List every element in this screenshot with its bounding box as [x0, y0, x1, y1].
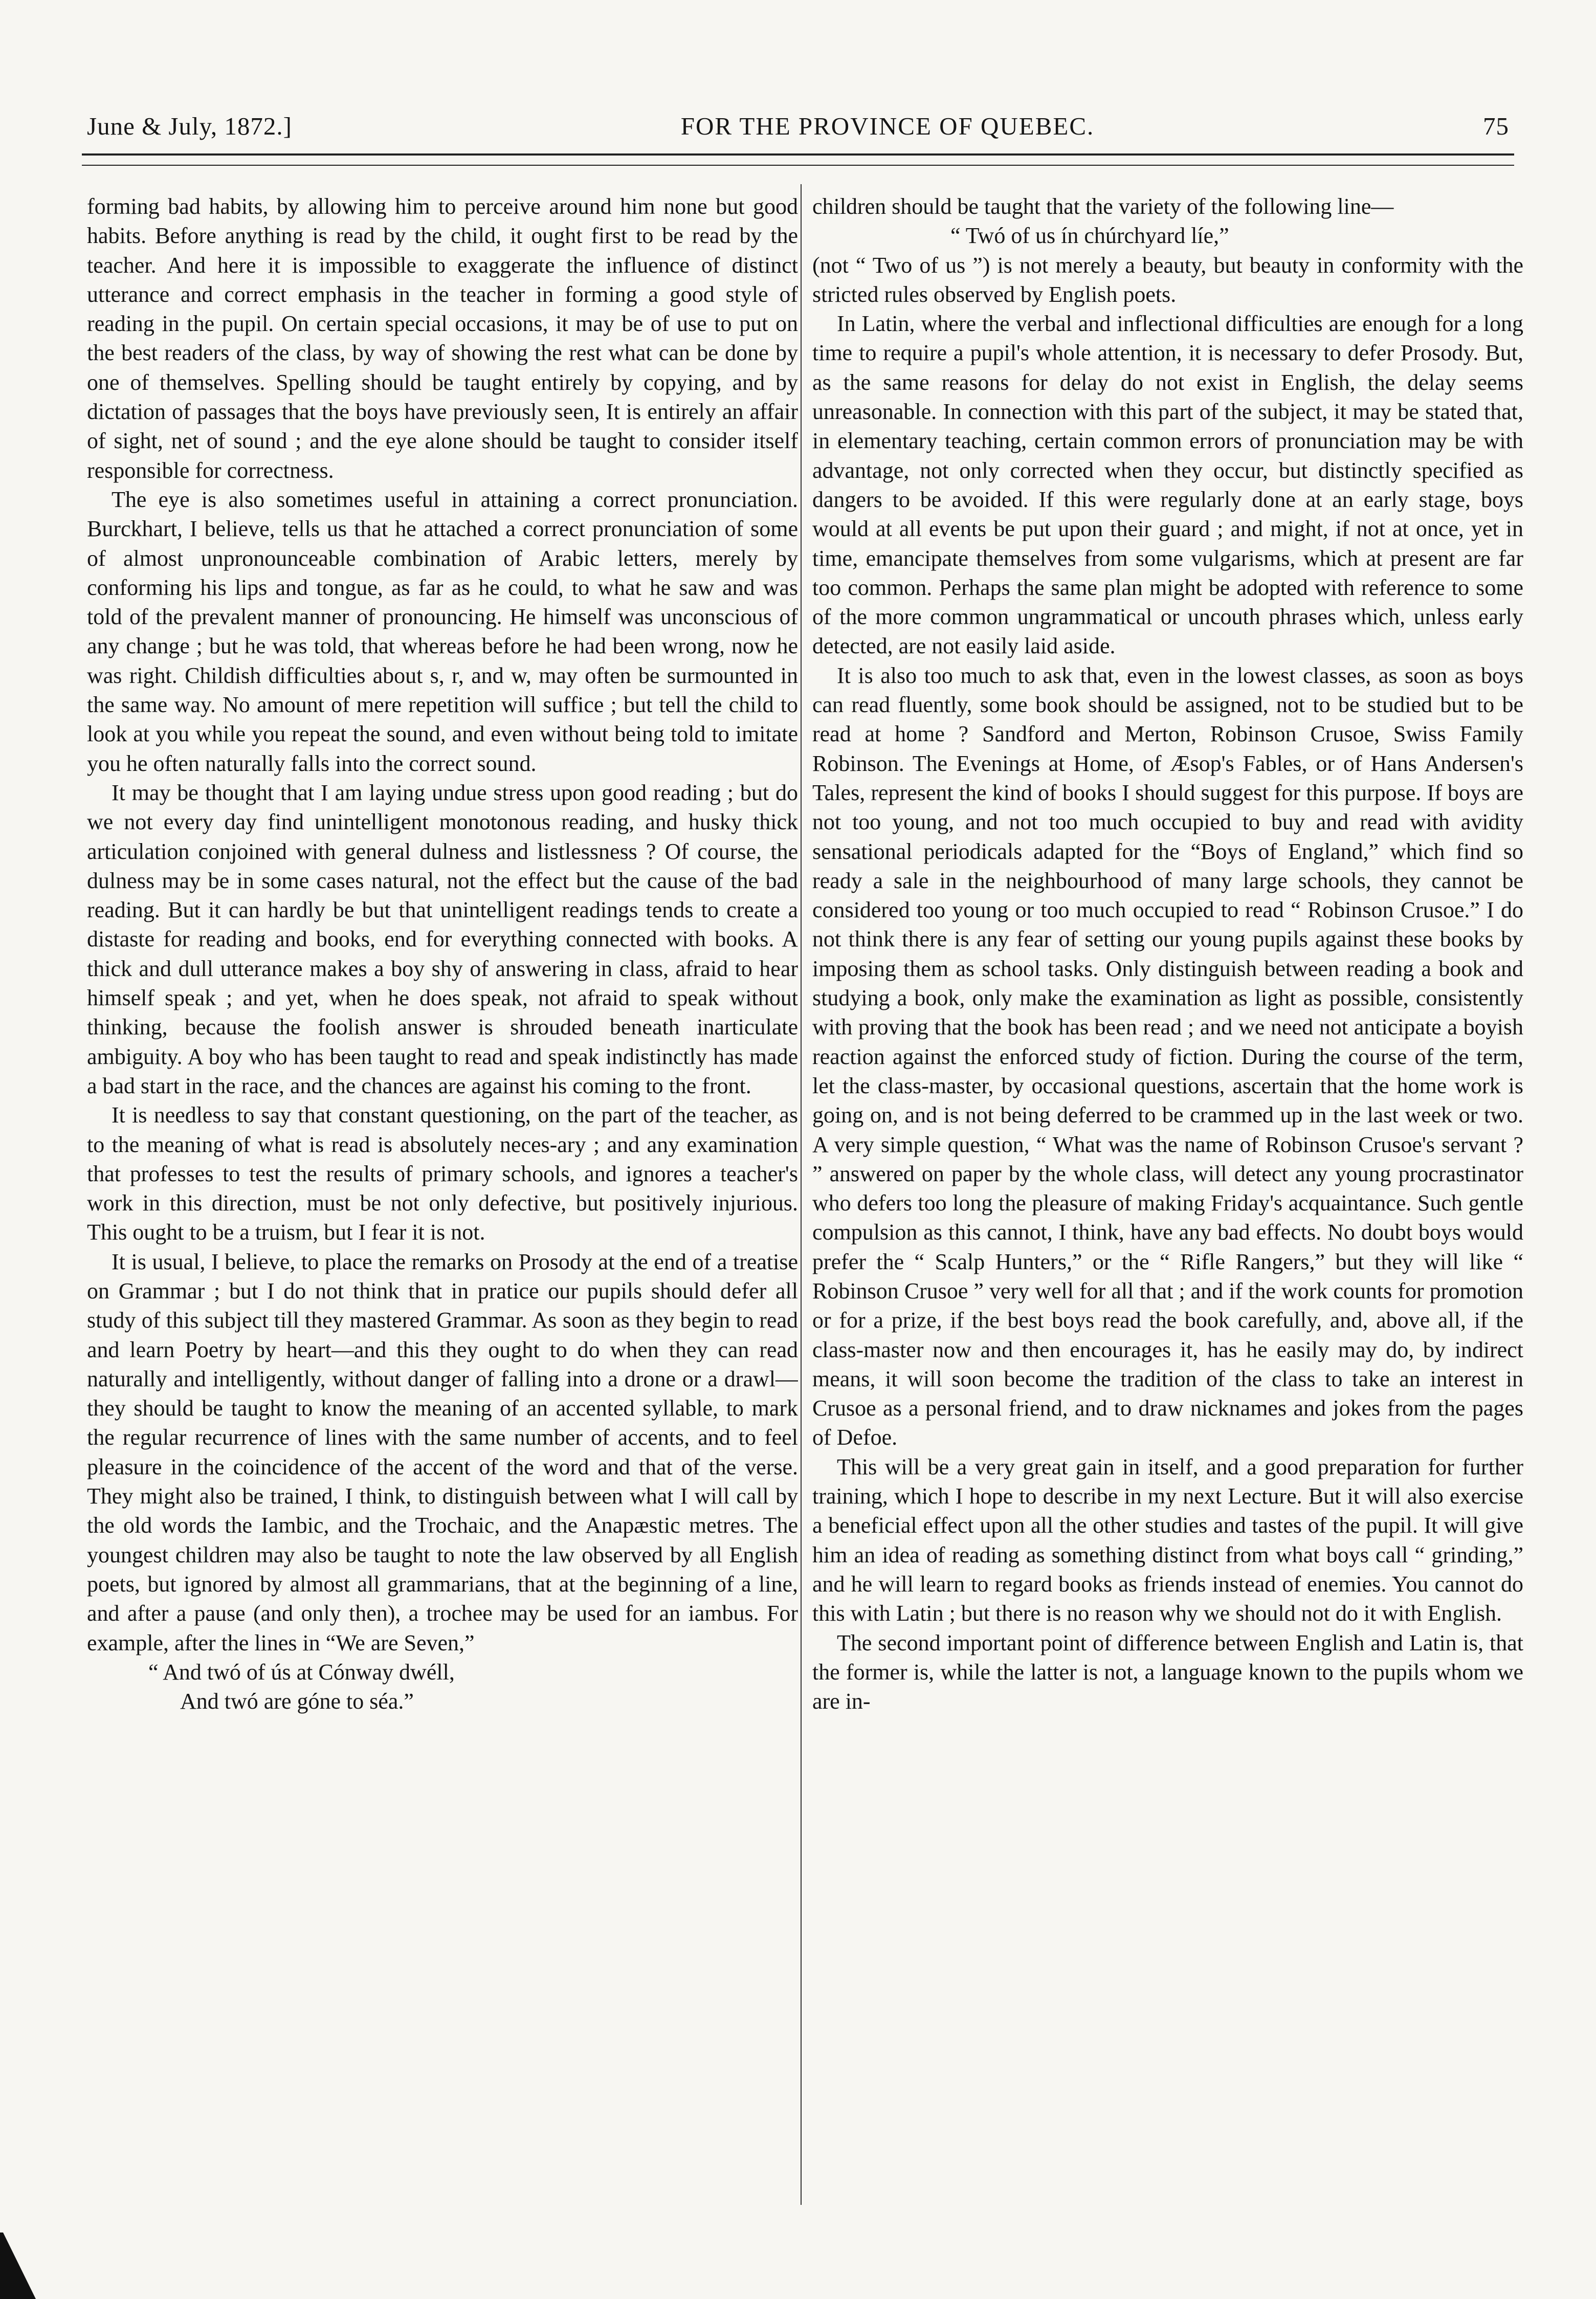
right-column	[812, 192, 1523, 2202]
header-title: FOR THE PROVINCE OF QUEBEC.	[680, 112, 1095, 140]
right-paragraph-5: The second important point of difference between English and Latin is, that the former is, while the latter is not, a language known to the pupils whom we are in-	[812, 1630, 1523, 1714]
header-rule-thin	[82, 165, 1514, 166]
header-rule-thick	[82, 153, 1514, 156]
left-paragraph-3: It may be thought that I am laying undue stress upon good reading ; but do we not every day find unintelligent monotonous reading, and husky thick articulation conjoined with general dulness and listlessness ? Of course, the dulness may be in some cases natural, not the effect but the cause of the bad reading. But it can hardly be but that unintelligent readings tends to create a distaste for reading and books, end for everything connected with books. A thick and dull utterance makes a boy shy of answering in class, afraid to hear himself speak ; and yet, when he does speak, not afraid to speak without thinking, because the foolish answer is shrouded beneath inarticulate ambiguity. A boy who has been taught to read and speak indistinctly has made a bad start in the race, and the chances are against his coming to the front.	[87, 780, 798, 1098]
right-paragraph-1: (not “ Two of us ”) is not merely a beauty, but beauty in conformity with the stricted rules observed by English poets.	[812, 252, 1523, 307]
scan-corner-mark	[0, 2232, 36, 2299]
left-paragraph-1: forming bad habits, by allowing him to perceive around him none but good habits. Before anything is read by the child, it ought first to be read by the teacher. And here it is impossible to exaggerate the influence of distinct utterance and correct emphasis in the teacher in forming a good style of reading in the pupil. On certain special occasions, it may be of use to put on the best readers of the class, by way of showing the rest what can be done by one of themselves. Spelling should be taught entirely by copying, and by dictation of passages that the boys have previously seen, It is entirely an affair of sight, net of sound ; and the eye alone should be taught to consider itself responsible for correctness.	[87, 194, 798, 483]
left-paragraph-5: It is usual, I believe, to place the remarks on Prosody at the end of a treatise on Grammar ; but I do not think that in pratice our pupils should defer all study of this subject till they mastered Grammar. As soon as they begin to read and learn Poetry by heart—and this they ought to do when they can read naturally and intelligently, without danger of falling into a drone or a drawl—they should be taught to know the meaning of an accented syllable, to mark the regular recurrence of lines with the same number of accents, and to feel pleasure in the coincidence of the accent of the word and that of the verse. They might also be trained, I think, to distinguish between what I will call by the old words the Iambic, and the Trochaic, and the Anapæstic metres. The youngest children may also be taught to note the law observed by all English poets, but ignored by almost all grammarians, that at the beginning of a line, and after a pause (and only then), a trochee may be used for an iambus. For example, after the lines in “We are Seven,”	[87, 1249, 798, 1655]
left-paragraph-4: It is needless to say that constant questioning, on the part of the teacher, as to the meaning of what is read is absolutely neces-ary ; and any examination that professes to test the results of primary schools, and ignores a teacher's work in this direction, must be not only defective, but positively injurious. This ought to be a truism, but I fear it is not.	[87, 1102, 798, 1245]
verse-line-2: And twó are góne to séa.”	[180, 1689, 414, 1714]
verse-line-1: “ And twó of ús at Cónway dwéll,	[148, 1659, 455, 1685]
right-paragraph-4: This will be a very great gain in itself, and a good preparation for further training, which I hope to describe in my next Lecture. But it will also exercise a beneficial effect upon all the other studies and tastes of the pupil. It will give him an idea of reading as something distinct from what boys call “ grinding,” and he will learn to regard books as friends instead of enemies. You cannot do this with Latin ; but there is no reason why we should not do it with English.	[812, 1454, 1523, 1626]
left-column	[87, 192, 798, 2202]
right-intro: children should be taught that the variety of the following line—	[812, 194, 1394, 219]
verse-quote-left	[87, 1657, 798, 1716]
right-paragraph-3: It is also too much to ask that, even in the lowest classes, as soon as boys can read fluently, some book should be assigned, not to be studied but to be read at home ? Sandford and Merton, Robinson Crusoe, Swiss Family Robinson. The Evenings at Home, of Æsop's Fables, or of Hans Andersen's Tales, represent the kind of books I should suggest for this purpose. If boys are not too young, and not too much occupied to buy and read with avidity sensational periodicals adapted for the “Boys of England,” which find so ready a sale in the neighbourhood of many large schools, they cannot be considered too young or too much occupied to read “ Robinson Crusoe.” I do not think there is any fear of setting our young pupils against these books by imposing them as school tasks. Only distinguish between reading a book and studying a book, only make the examination as light as possible, consistently with proving that the book has been read ; and we need not anticipate a boyish reaction against the enforced study of fiction. During the course of the term, let the class-master, by occasional questions, ascertain that the home work is going on, and is not being deferred to be crammed up in the last week or two. A very simple question, “ What was the name of Robinson Crusoe's servant ? ” answered on paper by the whole class, will detect any young procrastinator who defers too long the pleasure of making Friday's acquaintance. Such gentle compulsion as this cannot, I think, have any bad effects. No doubt boys would prefer the “ Scalp Hunters,” or the “ Rifle Rangers,” but they will like “ Robinson Crusoe ” very well for all that ; and if the work counts for promotion or for a prize, if the best boys read the book carefully, and, above all, if the class-master now and then encourages it, has he easily may do, by indirect means, it will soon become the tradition of the class to take an interest in Crusoe as a personal friend, and to draw nicknames and jokes from the pages of Defoe.	[812, 662, 1523, 1450]
column-divider	[801, 184, 802, 2205]
right-paragraph-2: In Latin, where the verbal and inflectional difficulties are enough for a long time to require a pupil's whole attention, it is necessary to defer Prosody. But, as the same reasons for delay do not exist in English, the delay seems unreasonable. In connection with this part of the subject, it may be stated that, in elementary teaching, certain common errors of pronunciation may be with advantage, not only corrected when they occur, but distinctly specified as dangers to be avoided. If this were regularly done at an early stage, boys would at all events be put upon their guard ; and might, if not at once, yet in time, emancipate themselves from some vulgarisms, which at present are far too common. Perhaps the same plan might be adopted with reference to some of the more common ungrammatical or uncouth phrases which, unless early detected, are not easily laid aside.	[812, 311, 1523, 659]
header-date: June & July, 1872.]	[87, 112, 292, 140]
left-paragraph-2: The eye is also sometimes useful in attaining a correct pronunciation. Burckhart, I believe, tells us that he attached a correct pronunciation of some of almost unpronounceable combination of Arabic letters, merely by conforming his lips and tongue, as far as he could, to what he saw and was told of the prevalent manner of pronouncing. He himself was unconscious of any change ; but he was told, that whereas before he had been wrong, now he was right. Childish difficulties about s, r, and w, may often be surmounted in the same way. No amount of mere repetition will suffice ; but tell the child to look at you while you repeat the sound, and even without being told to imitate you he often naturally falls into the correct sound.	[87, 487, 798, 776]
page-number: 75	[1482, 112, 1509, 140]
verse-quote-right: “ Twó of us ín chúrchyard líe,”	[950, 223, 1229, 249]
running-header	[87, 105, 1509, 141]
